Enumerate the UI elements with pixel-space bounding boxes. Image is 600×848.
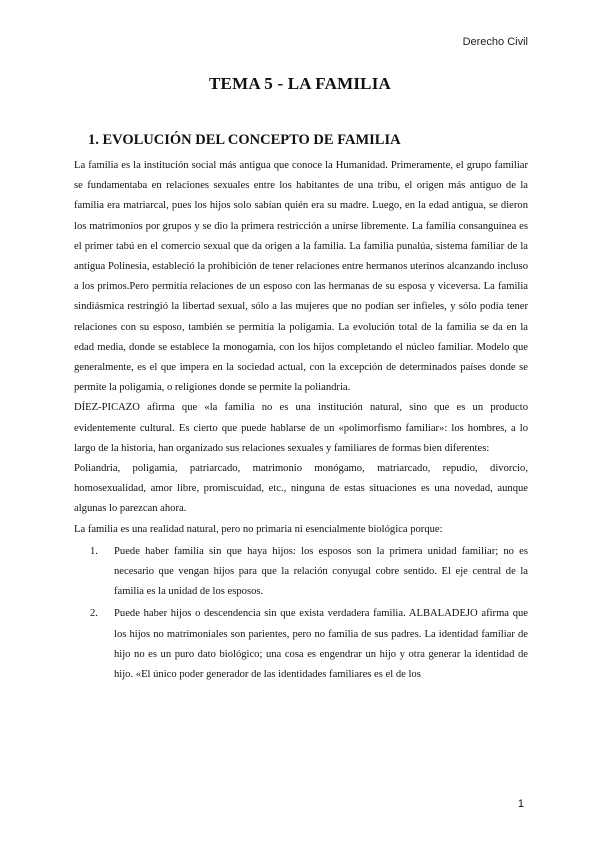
section-number: 1. bbox=[88, 132, 99, 148]
section-heading bbox=[88, 132, 401, 149]
list-item-text: Puede haber familia sin que haya hijos: los esposos son la primera unidad familiar; no es necesario que vengan hijos para que la relación conyugal cobre sentido. El eje central de la familia es la unidad de los esposos. bbox=[114, 545, 528, 598]
list-item-text: Puede haber hijos o descendencia sin que exista verdadera familia. ALBALADEJO afirma que los hijos no matrimoniales son parientes, pero no familia de sus padres. La identidad familiar de hijo no es un puro dato biológico; una cosa es engendrar un hijo y otra generar la identidad de hijo. «El único poder generador de las identidades familiares es el de los bbox=[114, 608, 528, 681]
page-number: 1 bbox=[517, 798, 524, 810]
list-item bbox=[86, 604, 528, 685]
section-title: EVOLUCIÓN DEL CONCEPTO DE FAMILIA bbox=[102, 132, 401, 148]
page-title: TEMA 5 - LA FAMILIA bbox=[209, 74, 391, 93]
paragraph: La familia es una realidad natural, pero no primaria ni esencialmente biológica porque: bbox=[74, 523, 443, 535]
numbered-list bbox=[74, 542, 528, 685]
running-header: Derecho Civil bbox=[462, 36, 528, 48]
list-item bbox=[86, 542, 528, 603]
document-body bbox=[74, 156, 528, 685]
paragraph: Poliandria, poligamia, patriarcado, matrimonio monógamo, matriarcado, repudio, divorcio, homosexualidad, amor libre, promiscuidad, etc., ninguna de estas situaciones es una novedad, aunque algunas lo parezcan ahora. bbox=[74, 463, 528, 515]
paragraph: DÍEZ-PICAZO afirma que «la familia no es una institución natural, sino que es un producto evidentemente cultural. Es cierto que puede hablarse de un «polimorfismo familiar»: los hombres, a lo largo de la historia, han organizado sus relaciones sexuales y familiares de formas bien diferentes: bbox=[74, 402, 528, 454]
list-item-number: 2. bbox=[90, 608, 98, 620]
list-item-number: 1. bbox=[90, 545, 98, 557]
paragraph: La familia es la institución social más antigua que conoce la Humanidad. Primeramente, el grupo familiar se fundamentaba en relaciones sexuales entre los habitantes de una tribu, el origen más antiguo de la familia era matriarcal, pues los hijos solo sabían quién era su madre. Luego, en la edad antigua, se dieron los matrimonios por grupos y se dio la primera restricción a unirse libremente. La familia consanguínea es el primer tabú en el comercio sexual que da origen a la familia. La familia punalúa, sistema familiar de la antigua Polinesia, estableció la prohibición de tener relaciones entre hermanos uterinos alcanzando incluso a los primos.Pero permitía relaciones de un esposo con las hermanas de su esposa y viceversa. La familia sindiásmica restringió la libertad sexual, sólo a las mujeres que no podían ser infieles, y sólo podía tener relaciones con su esposo, también se permitía la poligamia. La evolución total de la familia se da en la edad media, donde se establece la monogamia, con los hijos completando el núcleo familiar. Modelo que generalmente, es el que impera en la sociedad actual, con la excepción de determinados países donde se permite la poligamia, o religiones donde se permite la poliandria. bbox=[74, 160, 528, 394]
